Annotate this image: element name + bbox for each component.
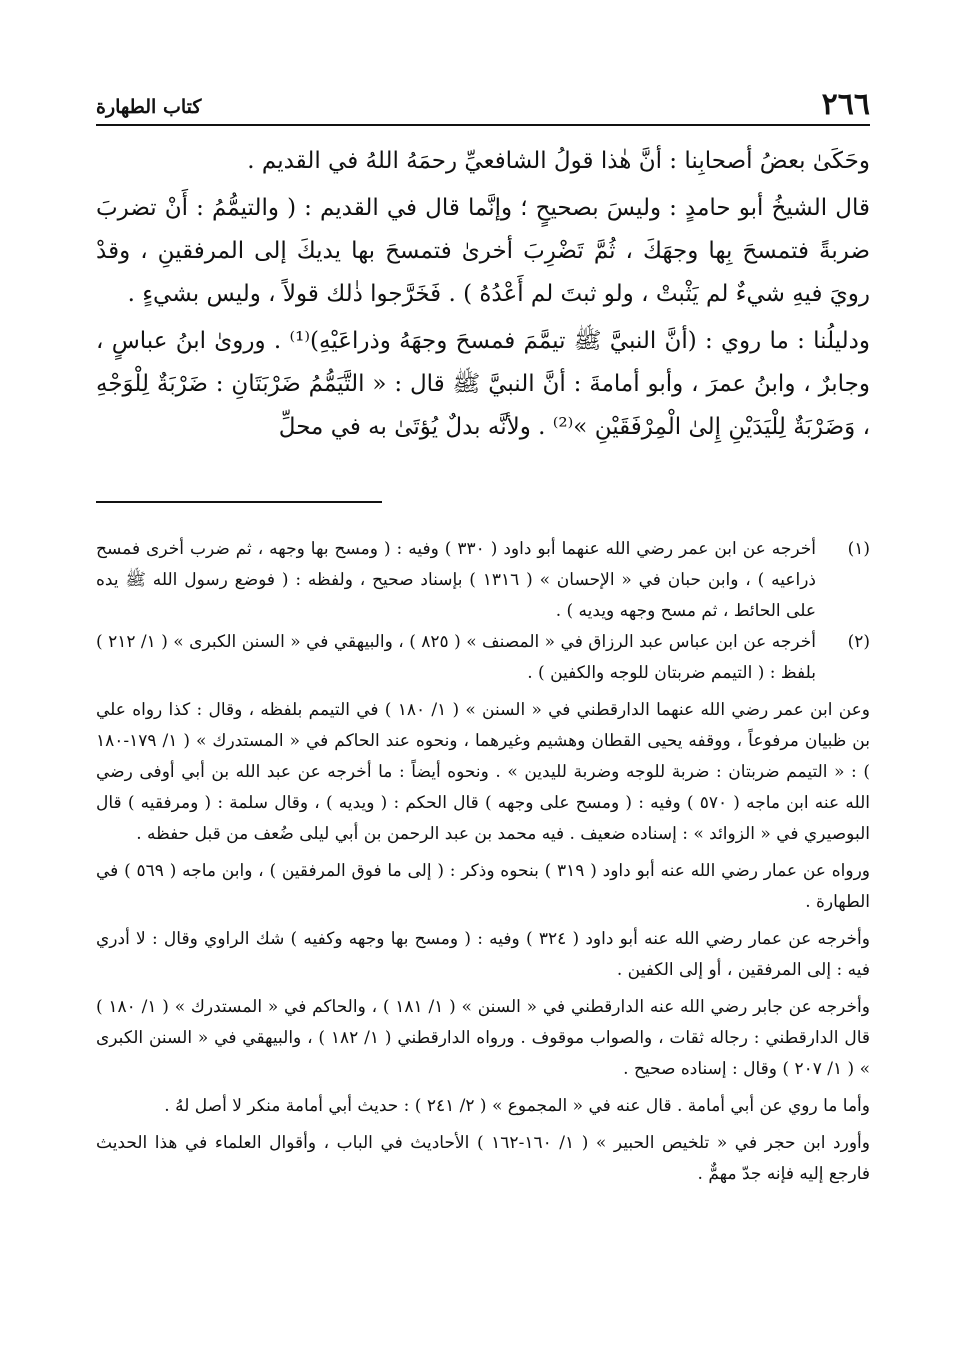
footnote-number: (١) <box>847 539 870 559</box>
footnote-paragraph: وأخرجه عن جابر رضي الله عنه الدارقطني في « السنن » ( ١/ ١٨١ ) ، والحاكم في « المستدرك » ( ١/ ١٨٠ ) قال الدارقطني : رجاله ثقات ، والصواب موقوف . ورواه الدارقطني ( ١/ ١٨٢ ) ، والبيهقي في « السنن الكبرى » ( ١/ ٢٠٧ ) وقال : إسناده صحيح . <box>96 997 870 1079</box>
footnote <box>96 534 870 627</box>
footnote-paragraph: ورواه عن عمار رضي الله عنه أبو داود ( ٣١٩ ) بنحوه وذكر : ( إلى ما فوق المرفقين ) ، وابن ماجه ( ٥٦٩ ) في الطهارة . <box>96 861 870 912</box>
footnote-divider <box>96 501 382 503</box>
footnote-paragraph: وعن ابن عمر رضي الله عنهما الدارقطني في « السنن » ( ١/ ١٨٠ ) في التيمم بلفظه ، وقال : كذا رواه علي بن ظبيان مرفوعاً ، ووقفه يحيى القطان وهشيم وغيرهما ، ونحوه عند الحاكم في « المستدرك » ( ١/ ١٧٩-١٨٠ ) : « التيمم ضربتان : ضربة للوجه وضربة لليدين » . ونحوه أيضاً : ما أخرجه عن عبد الله بن أبي أوفى رضي الله عنه ابن ماجه ( ٥٧٠ ) وفيه : ( ومسح على وجهه ) قال الحكم : ( ويديه ) ، وقال سلمة : ( ومرفقيه ) قال البوصيري في « الزوائد » : إسناده ضعيف . فيه محمد بن عبد الرحمن بن أبي ليلى ضُعف من قبل حفظه . <box>96 700 870 844</box>
footnote-number: (٢) <box>847 632 870 652</box>
footnote-paragraph: وأخرجه عن عمار رضي الله عنه أبو داود ( ٣٢٤ ) وفيه : ( ومسح بها وجهه وكفيه ) شك الراوي وقال : لا أدري فيه : إلى المرفقين ، أو إلى الكفين . <box>96 929 870 980</box>
running-title: كتاب الطهارة <box>96 96 202 118</box>
main-text <box>96 140 870 449</box>
footnote-text: أخرجه عن ابن عباس عبد الرزاق في « المصنف » ( ٨٢٥ ) ، والبيهقي في « السنن الكبرى » ( ١/ ٢١٢ ) بلفظ : ( التيمم ضربتان للوجه والكفين ) . <box>96 632 816 683</box>
footnote-paragraph: وأما ما روي عن أبي أمامة . قال عنه في « المجموع » ( ٢/ ٢٤١ ) : حديث أبي أمامة منكر لا أصل لهُ . <box>164 1096 870 1116</box>
footnote-text: أخرجه عن ابن عمر رضي الله عنهما أبو داود ( ٣٣٠ ) وفيه : ( ومسح بها وجهه ، ثم ضرب أخرى فمسح ذراعيه ) ، وابن حبان في « الإحسان » ( ١٣١٦ ) بإسناد صحيح ، ولفظه : ( فوضع رسول الله ﷺ يده على الحائط ، ثم مسح وجهه ويديه ) . <box>96 539 817 621</box>
page-number: ٢٦٦ <box>821 87 870 122</box>
main-paragraph: ودليلُنا : ما روي : (أنَّ النبيَّ ﷺ تيمَّمَ فمسحَ وجهَهُ وذراعَيْهِ)⁽¹⁾ . وروىٰ ابنُ عباسٍ ، وجابرٌ ، وابنُ عمرَ ، وأبو أمامةَ : أنَّ النبيَّ ﷺ قال : « التَّيَمُّمُ ضَرْبَتَانِ : ضَرْبَةٌ لِلْوَجْهِ ، وَضَرْبَةٌ لِلْيَدَيْنِ إِلىٰ الْمِرْفَقَيْنِ »⁽²⁾ . ولأنَّه بدلٌ يُؤتَىٰ به في محلِّ <box>96 328 871 440</box>
main-paragraph: وحَكَىٰ بعضُ أصحابِنا : أنَّ هٰذا قولُ الشافعيِّ رحمَهُ اللهُ في القديم . <box>247 148 870 174</box>
footnote-paragraph: وأورد ابن حجر في « تلخيص الحبير » ( ١/ ١٦٠-١٦٢ ) الأحاديث في الباب ، وأقوال العلماء في هذا الحديث فارجع إليه فإنه جدّ مهمٌّ . <box>96 1133 870 1184</box>
page-header <box>96 84 870 126</box>
main-paragraph: قال الشيخُ أبو حامدٍ : وليسَ بصحيحٍ ؛ وإنَّما قال في القديم : ( والتيمُّمُ : أَنْ تضربَ ضربةً فتمسحَ بِها وجهَكَ ، ثُمَّ تَضْرِبَ أخرىٰ فتمسحَ بها يديكَ إلى المرفقينِ ، وقدْ رويَ فيهِ شيءٌ لم يَثْبتْ ، ولو ثبتَ لم أَعْدُهُ ) . فَخَرَّجوا ذٰلك قولاً ، وليس بشيءٍ . <box>96 195 870 307</box>
footnotes-section <box>96 534 870 1190</box>
footnote <box>96 627 870 689</box>
